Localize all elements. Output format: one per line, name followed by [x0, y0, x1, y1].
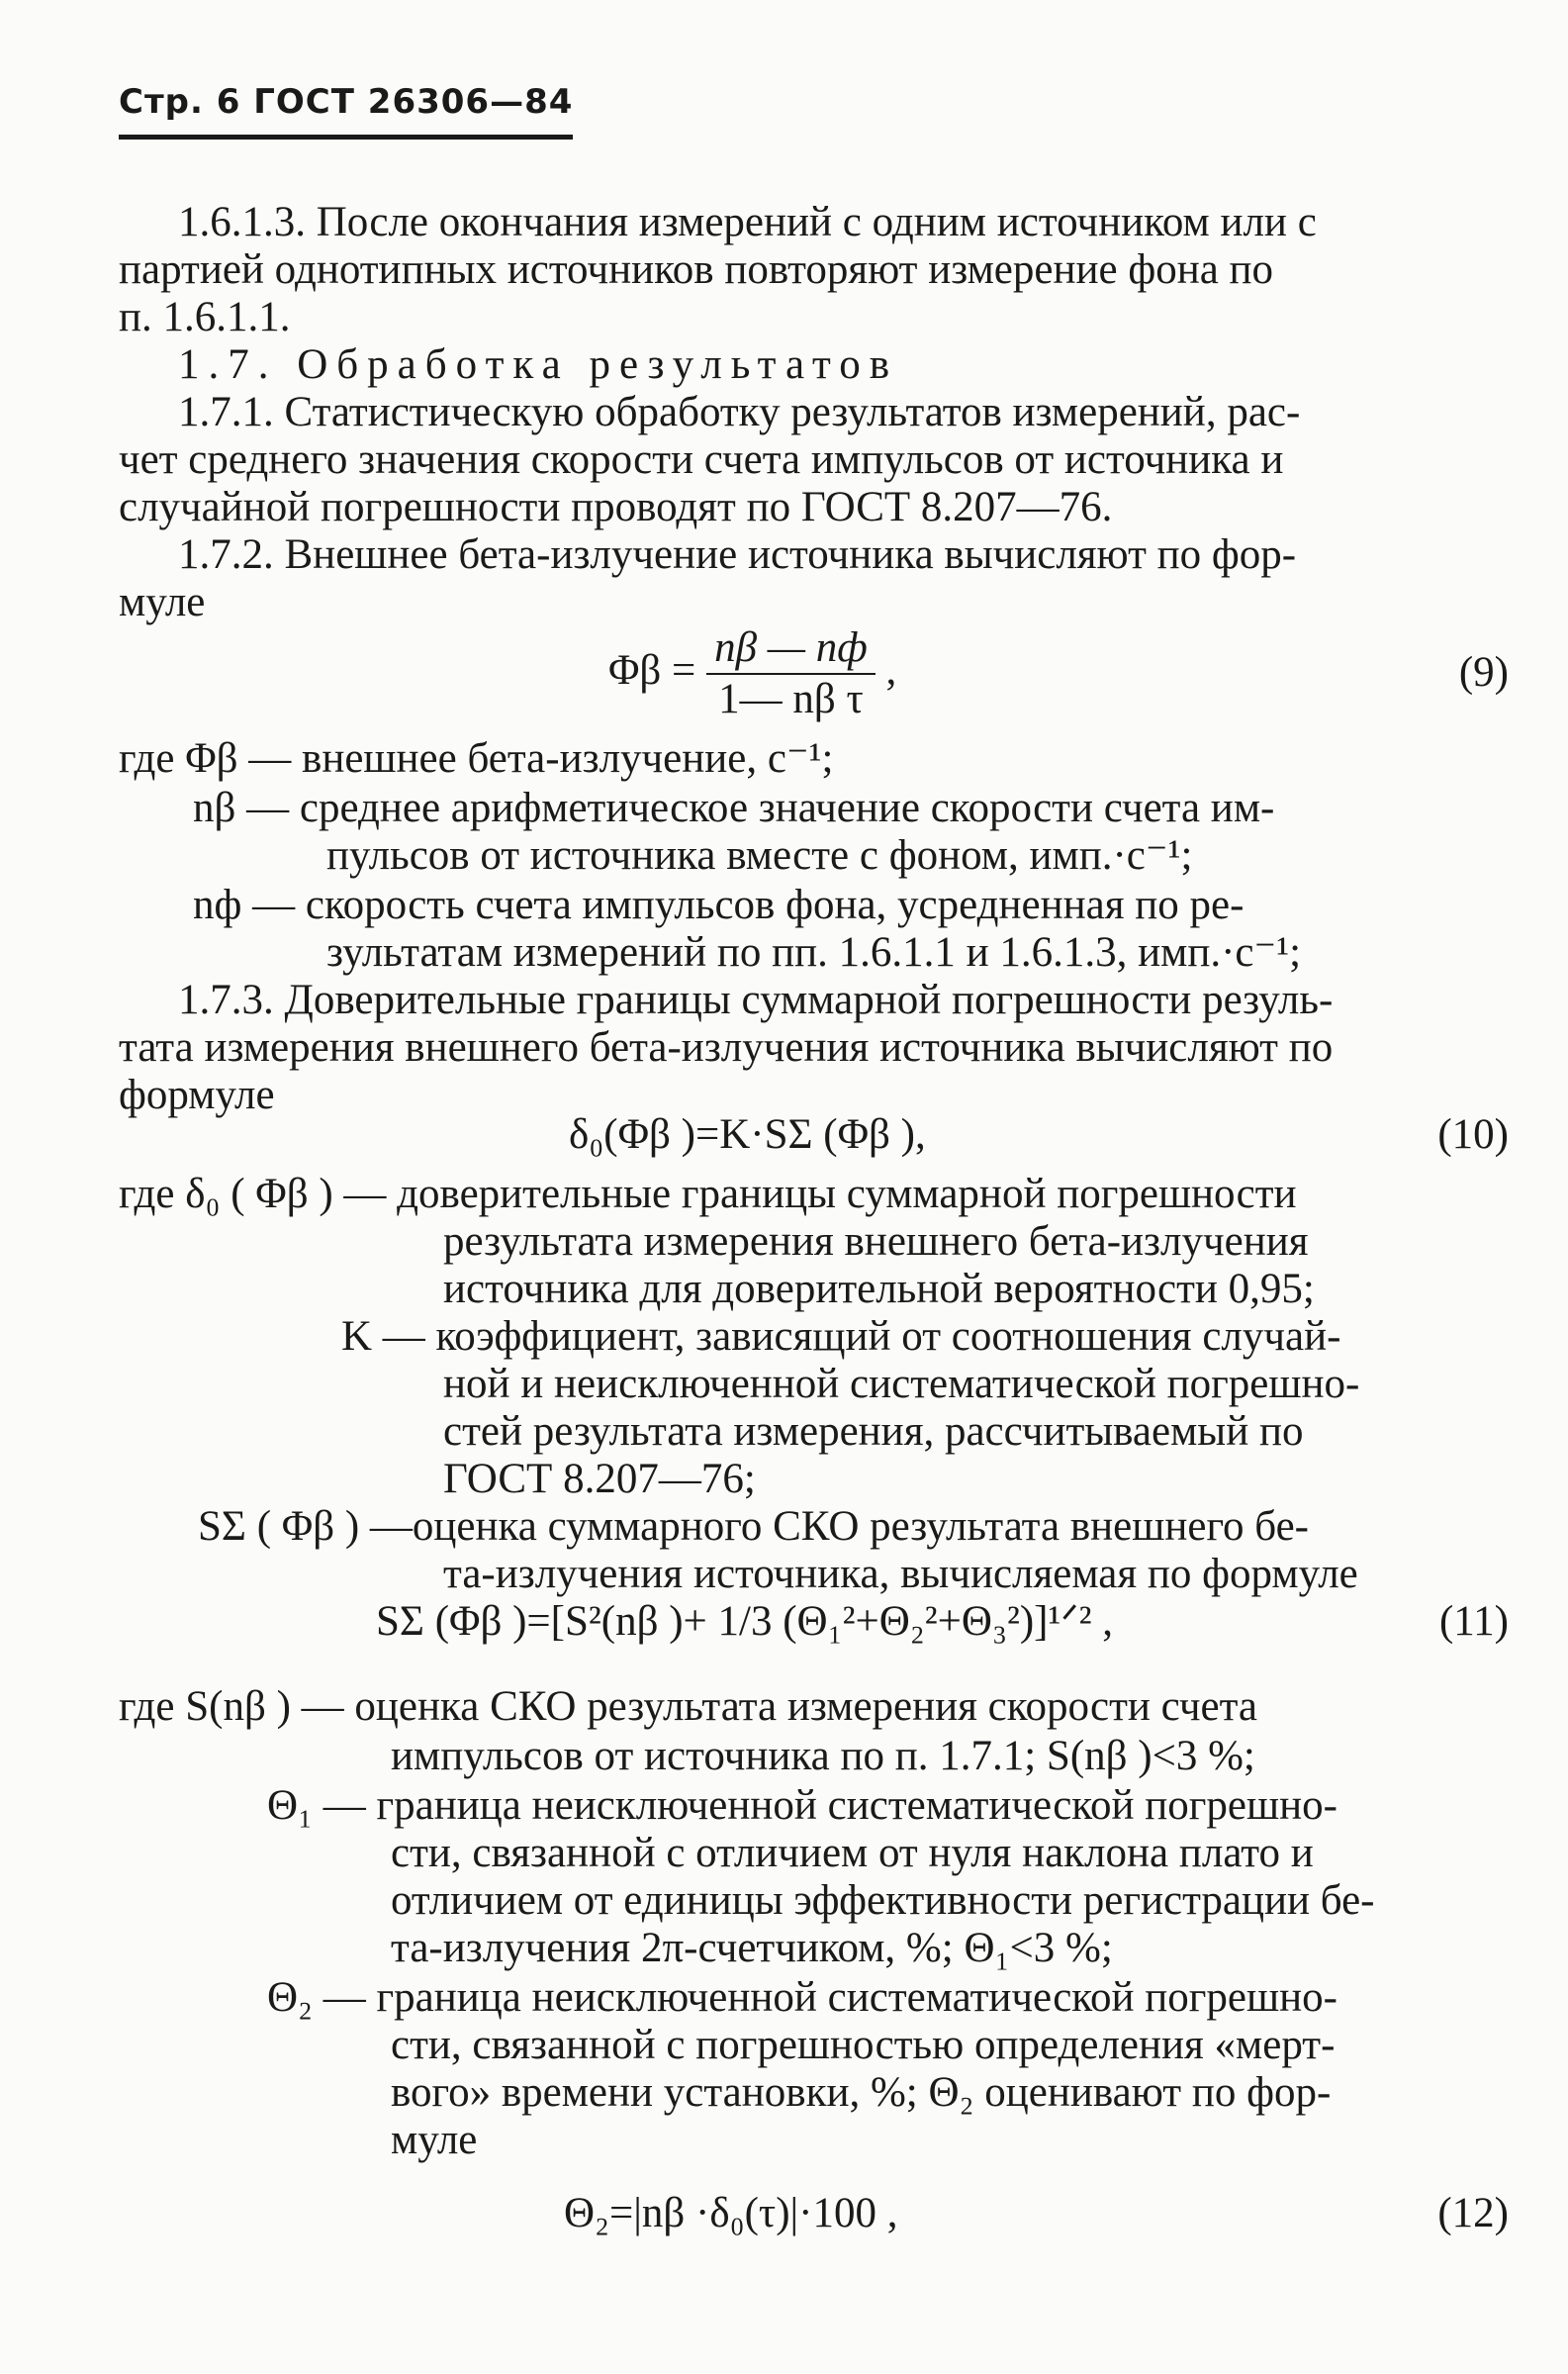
paragraph-line: случайной погрешности проводят по ГОСТ 8.207—76. [119, 484, 1113, 530]
definition-line: ной и неисключенной систематической погрешно- [443, 1361, 1360, 1407]
equation-10: δ₀(Φβ )=K·SΣ (Φβ ), [569, 1111, 926, 1158]
equation-number: (12) [1437, 2190, 1509, 2236]
definition-line: вого» времени установки, %; Θ₂ оценивают по фор- [391, 2069, 1332, 2116]
definition-line: Θ₁ — граница неисключенной систематической погрешно- [267, 1782, 1337, 1829]
eq9-tail: , [885, 646, 897, 694]
equation-number: (10) [1437, 1111, 1509, 1158]
definition-line: та-излучения источника, вычисляемая по формуле [443, 1551, 1358, 1597]
equation-12: Θ₂=|nβ ·δ₀(τ)|·100 , [564, 2190, 898, 2236]
paragraph-line: партией однотипных источников повторяют измерение фона по [119, 246, 1274, 293]
definition-line: nф — скорость счета импульсов фона, усредненная по ре- [193, 882, 1245, 928]
definition-line: K — коэффициент, зависящий от соотношения случай- [341, 1313, 1341, 1360]
definition-line: Θ₂ — граница неисключенной систематической погрешно- [267, 1974, 1337, 2021]
definition-line: та-излучения 2π-счетчиком, %; Θ₁<3 %; [391, 1925, 1113, 1971]
eq9-fraction [706, 623, 876, 724]
definition-line: где S(nβ ) — оценка СКО результата измерения скорости счета [119, 1683, 1258, 1730]
definition-line: где Φβ — внешнее бета-излучение, с⁻¹; [119, 735, 834, 782]
paragraph-line: формуле [119, 1072, 275, 1118]
definition-line: результата измерения внешнего бета-излучения [443, 1218, 1309, 1265]
definition-line: источника для доверительной вероятности 0,95; [443, 1266, 1315, 1312]
definition-line: импульсов от источника по п. 1.7.1; S(nβ )<3 %; [391, 1733, 1255, 1779]
equation-number: (11) [1438, 1598, 1509, 1645]
equation-11: SΣ (Φβ )=[S²(nβ )+ 1/3 (Θ₁²+Θ₂²+Θ₃²)]¹ᐟ² , [376, 1598, 1113, 1645]
definition-line: стей результата измерения, рассчитываемый по [443, 1408, 1304, 1455]
definition-line: пульсов от источника вместе с фоном, имп.·с⁻¹; [326, 832, 1193, 879]
paragraph-line: муле [119, 579, 206, 625]
paragraph-line: п. 1.6.1.1. [119, 294, 291, 340]
definition-line: сти, связанной с отличием от нуля наклона плато и [391, 1830, 1314, 1876]
paragraph-line: 1.7.1. Статистическую обработку результатов измерений, рас- [178, 389, 1301, 435]
definition-line: муле [391, 2117, 478, 2163]
definition-line: зультатам измерений по пп. 1.6.1.1 и 1.6.1.3, имп.·с⁻¹; [326, 929, 1302, 976]
definition-line: отличием от единицы эффективности регистрации бе- [391, 1877, 1375, 1924]
eq9-denominator: 1— nβ τ [718, 676, 864, 722]
equation-9 [608, 623, 896, 724]
paragraph-line: тата измерения внешнего бета-излучения источника вычисляют по [119, 1024, 1334, 1071]
paragraph-line: чет среднего значения скорости счета импульсов от источника и [119, 436, 1284, 483]
section-heading: 1.7. Обработка результатов [178, 341, 898, 388]
definition-line: где δ₀ ( Φβ ) — доверительные границы суммарной погрешности [119, 1171, 1297, 1217]
definition-line: сти, связанной с погрешностью определения «мерт- [391, 2022, 1336, 2068]
eq9-lhs: Φβ = [608, 646, 696, 694]
definition-line: nβ — среднее арифметическое значение скорости счета им- [193, 785, 1275, 831]
paragraph-line: 1.7.3. Доверительные границы суммарной погрешности резуль- [178, 977, 1334, 1023]
equation-number: (9) [1458, 649, 1509, 696]
definition-line: SΣ ( Φβ ) —оценка суммарного СКО результата внешнего бе- [198, 1503, 1309, 1550]
page-header: Стр. 6 ГОСТ 26306—84 [119, 77, 573, 140]
definition-line: ГОСТ 8.207—76; [443, 1456, 756, 1502]
paragraph-line: 1.6.1.3. После окончания измерений с одним источником или с [178, 199, 1317, 245]
eq9-numerator: nβ — nф [706, 623, 876, 675]
paragraph-line: 1.7.2. Внешнее бета-излучение источника вычисляют по фор- [178, 531, 1297, 578]
